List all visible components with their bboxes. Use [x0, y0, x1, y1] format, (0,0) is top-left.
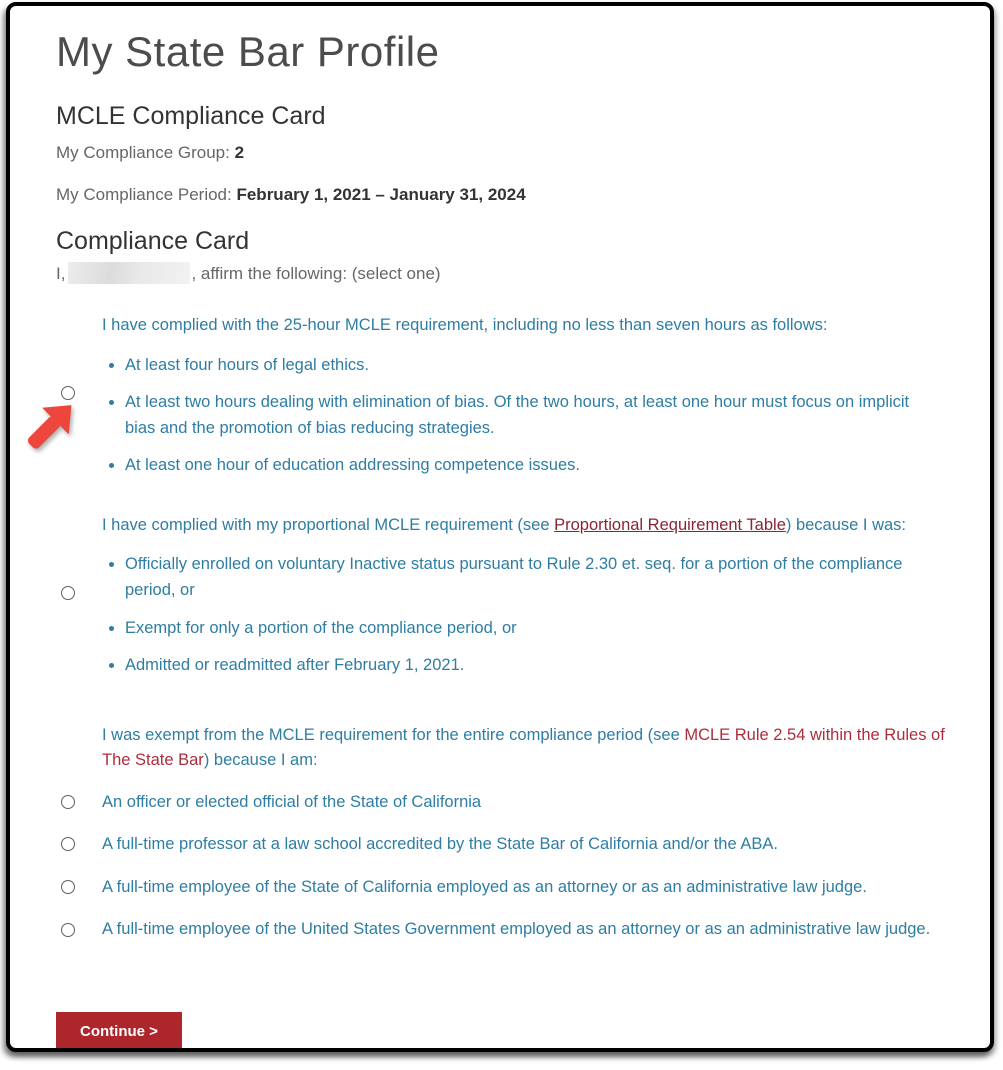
option-2-bullet: • Exempt for only a portion of the compliance period, or — [125, 616, 932, 642]
compliance-period-line — [56, 185, 960, 205]
affirm-line — [56, 262, 960, 287]
choice-2-label: A full-time professor at a law school accredited by the State Bar of California and/or the ABA. — [102, 835, 778, 854]
option-2-bullet-list — [102, 552, 932, 678]
radio-us-government-employee[interactable] — [61, 923, 75, 937]
choice-4-radio-cell — [56, 917, 102, 943]
option-1-radio-cell — [56, 313, 102, 491]
choice-2-radio-cell — [56, 832, 102, 858]
compliance-group-line — [56, 143, 960, 163]
option-2-intro-post: ) because I was: — [785, 515, 907, 534]
compliance-period-value: February 1, 2021 – January 31, 2024 — [236, 185, 526, 204]
page-title: My State Bar Profile — [56, 28, 440, 75]
choice-1-radio-cell — [56, 790, 102, 816]
choice-3-label: A full-time employee of the State of California employed as an attorney or as an administrative law judge. — [102, 877, 867, 896]
exempt-intro-pre: I was exempt from the MCLE requirement for the entire compliance period (see — [102, 725, 685, 744]
option-1-bullet: • At least one hour of education addressing competence issues. — [125, 453, 932, 479]
compliance-group-label: My Compliance Group: — [56, 143, 235, 162]
option-2-bullet: • Officially enrolled on voluntary Inactive status pursuant to Rule 2.30 et. seq. for a portion of the compliance period, or — [125, 552, 932, 603]
radio-law-professor[interactable] — [61, 837, 75, 851]
option-2-bullet: • Admitted or readmitted after February 1, 2021. — [125, 653, 932, 679]
choice-3-radio-cell — [56, 875, 102, 901]
compliance-card-heading: Compliance Card — [56, 227, 250, 255]
option-1-intro: I have complied with the 25-hour MCLE requirement, including no less than seven hours as follows: — [102, 316, 828, 334]
proportional-requirement-table-link[interactable]: Proportional Requirement Table — [554, 515, 786, 534]
option-2-intro-pre: I have complied with my proportional MCLE requirement (see — [102, 515, 555, 534]
mcle-compliance-card-heading: MCLE Compliance Card — [56, 102, 326, 130]
choice-law-professor — [56, 832, 960, 858]
option-1-bullet-list — [102, 353, 932, 479]
option-1-bullet: • At least two hours dealing with elimination of bias. Of the two hours, at least one hour must focus on implicit bias and the promotion of bias reducing strategies. — [125, 390, 932, 441]
radio-proportional-requirement[interactable] — [61, 586, 75, 600]
affirm-prefix: I, — [56, 263, 66, 283]
option-1-bullet: • At least four hours of legal ethics. — [125, 353, 932, 379]
red-pointer-arrow-icon — [24, 397, 80, 457]
option-25-hour-requirement — [56, 313, 960, 491]
continue-button[interactable]: Continue > — [56, 1012, 182, 1051]
page-frame — [6, 2, 994, 1052]
compliance-period-label: My Compliance Period: — [56, 185, 237, 204]
radio-officer-elected-official[interactable] — [61, 795, 75, 809]
choice-state-employee — [56, 875, 960, 901]
compliance-group-value: 2 — [234, 143, 245, 162]
radio-25-hour-requirement[interactable] — [61, 386, 75, 400]
mcle-rule-2-54-link[interactable]: MCLE Rule 2.54 within the Rules of The State Bar — [102, 725, 945, 770]
exempt-section-intro — [102, 723, 960, 774]
option-2-content — [102, 513, 960, 691]
choice-officer-elected-official — [56, 790, 960, 816]
option-1-content — [102, 313, 960, 491]
option-proportional-requirement — [56, 513, 960, 691]
exempt-intro-post: ) because I am: — [203, 751, 318, 770]
option-2-radio-cell — [56, 513, 102, 691]
choice-1-label: An officer or elected official of the State of California — [102, 792, 482, 811]
affirm-suffix: , affirm the following: (select one) — [191, 263, 441, 283]
option-2-intro — [102, 513, 960, 539]
choice-us-government-employee — [56, 917, 960, 943]
redacted-name — [68, 262, 190, 284]
radio-state-employee[interactable] — [61, 880, 75, 894]
choice-4-label: A full-time employee of the United States Government employed as an attorney or as an administrative law judge. — [102, 920, 931, 939]
